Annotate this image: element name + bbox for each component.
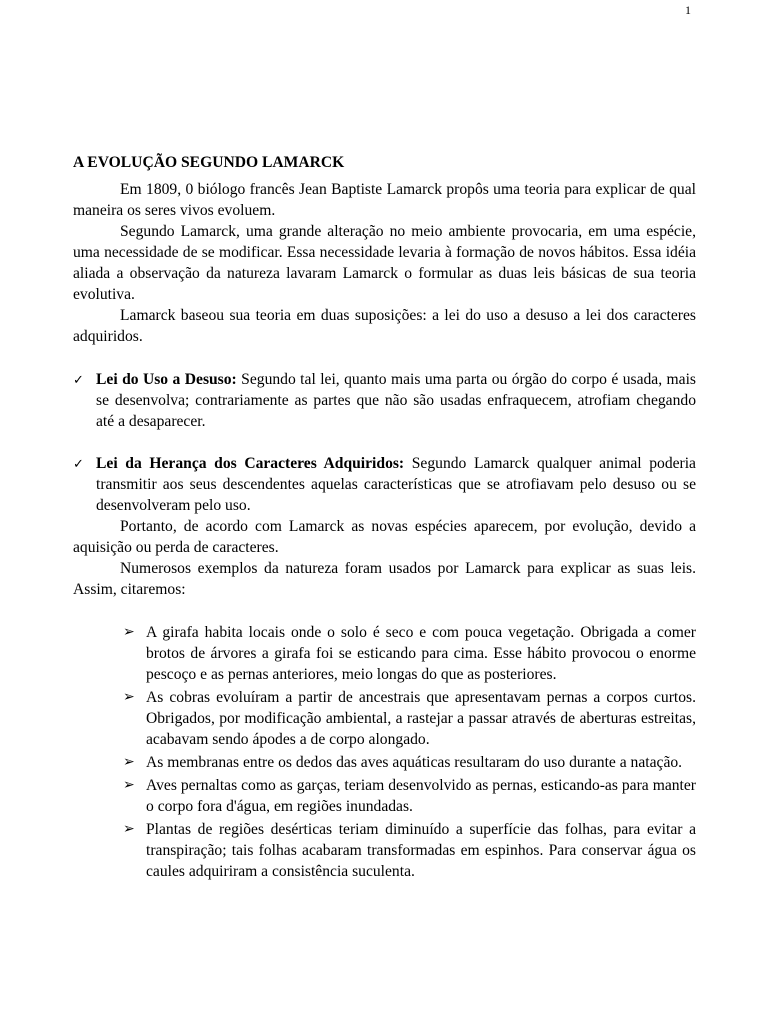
intro-paragraph-2: Segundo Lamarck, uma grande alteração no meio ambiente provocaria, em uma espécie, uma necessidade de se modificar. Essa necessidade levaria à formação de novos hábitos. Essa idéia aliada a observação da natureza lavaram Lamarck o formular as duas leis básicas de sua teoria evolutiva. xyxy=(73,223,696,303)
law-text: Segundo tal lei, quanto mais uma parta ou órgão do corpo é usada, mais se desenvolva; contrariamente as partes que não são usadas enfraquecem, atrofiam chegando até a desaparecer. xyxy=(96,371,696,430)
example-item xyxy=(123,775,696,817)
document-body xyxy=(73,152,696,884)
middle-paragraph-2: Numerosos exemplos da natureza foram usados por Lamarck para explicar as suas leis. Assim, citaremos: xyxy=(73,560,696,598)
checkmark-icon: ✓ xyxy=(73,372,84,387)
checkmark-icon: ✓ xyxy=(73,456,84,471)
examples-list xyxy=(73,622,696,882)
example-item xyxy=(123,752,696,773)
example-text: As membranas entre os dedos das aves aquáticas resultaram do uso durante a natação. xyxy=(146,754,683,771)
page-number: 1 xyxy=(685,3,691,17)
arrow-bullet-icon: ➢ xyxy=(123,822,135,837)
intro-paragraph-1: Em 1809, 0 biólogo francês Jean Baptiste Lamarck propôs uma teoria para explicar de qual maneira os seres vivos evoluem. xyxy=(73,181,696,219)
example-text: As cobras evoluíram a partir de ancestrais que apresentavam pernas a corpos curtos. Obrigados, por modificação ambiental, a rastejar a passar através de aberturas estreitas, acabavam sendo ápodes a de corpo alongado. xyxy=(146,689,696,748)
arrow-bullet-icon: ➢ xyxy=(123,778,135,793)
example-text: Aves pernaltas como as garças, teriam desenvolvido as pernas, esticando-as para manter o corpo fora d'água, em regiões inundadas. xyxy=(146,777,696,815)
example-item xyxy=(123,819,696,882)
example-item xyxy=(123,687,696,750)
middle-paragraph-1: Portanto, de acordo com Lamarck as novas espécies aparecem, por evolução, devido a aquisição ou perda de caracteres. xyxy=(73,518,696,556)
example-item xyxy=(123,622,696,685)
arrow-bullet-icon: ➢ xyxy=(123,625,135,640)
document-title: A EVOLUÇÃO SEGUNDO LAMARCK xyxy=(73,154,345,171)
law-item-use-disuse xyxy=(73,369,696,432)
laws-list xyxy=(73,369,696,516)
arrow-bullet-icon: ➢ xyxy=(123,690,135,705)
intro-paragraph-3: Lamarck baseou sua teoria em duas suposições: a lei do uso a desuso a lei dos caracteres adquiridos. xyxy=(73,307,696,345)
law-item-inheritance xyxy=(73,453,696,516)
law-text: Segundo Lamarck qualquer animal poderia transmitir aos seus descendentes aquelas características que se atrofiavam pelo desuso ou se desenvolveram pelo uso. xyxy=(96,455,696,514)
example-text: A girafa habita locais onde o solo é seco e com pouca vegetação. Obrigada a comer brotos de árvores a girafa foi se esticando para cima. Esse hábito provocou o enorme pescoço e as pernas anteriores, meio longas do que as posteriores. xyxy=(146,624,696,683)
arrow-bullet-icon: ➢ xyxy=(123,755,135,770)
example-text: Plantas de regiões desérticas teriam diminuído a superfície das folhas, para evitar a transpiração; tais folhas acabaram transformadas em espinhos. Para conservar água os caules adquiriram a consistência suculenta. xyxy=(146,821,696,880)
law-term: Lei do Uso a Desuso: xyxy=(96,371,237,388)
law-term: Lei da Herança dos Caracteres Adquiridos: xyxy=(96,455,405,472)
